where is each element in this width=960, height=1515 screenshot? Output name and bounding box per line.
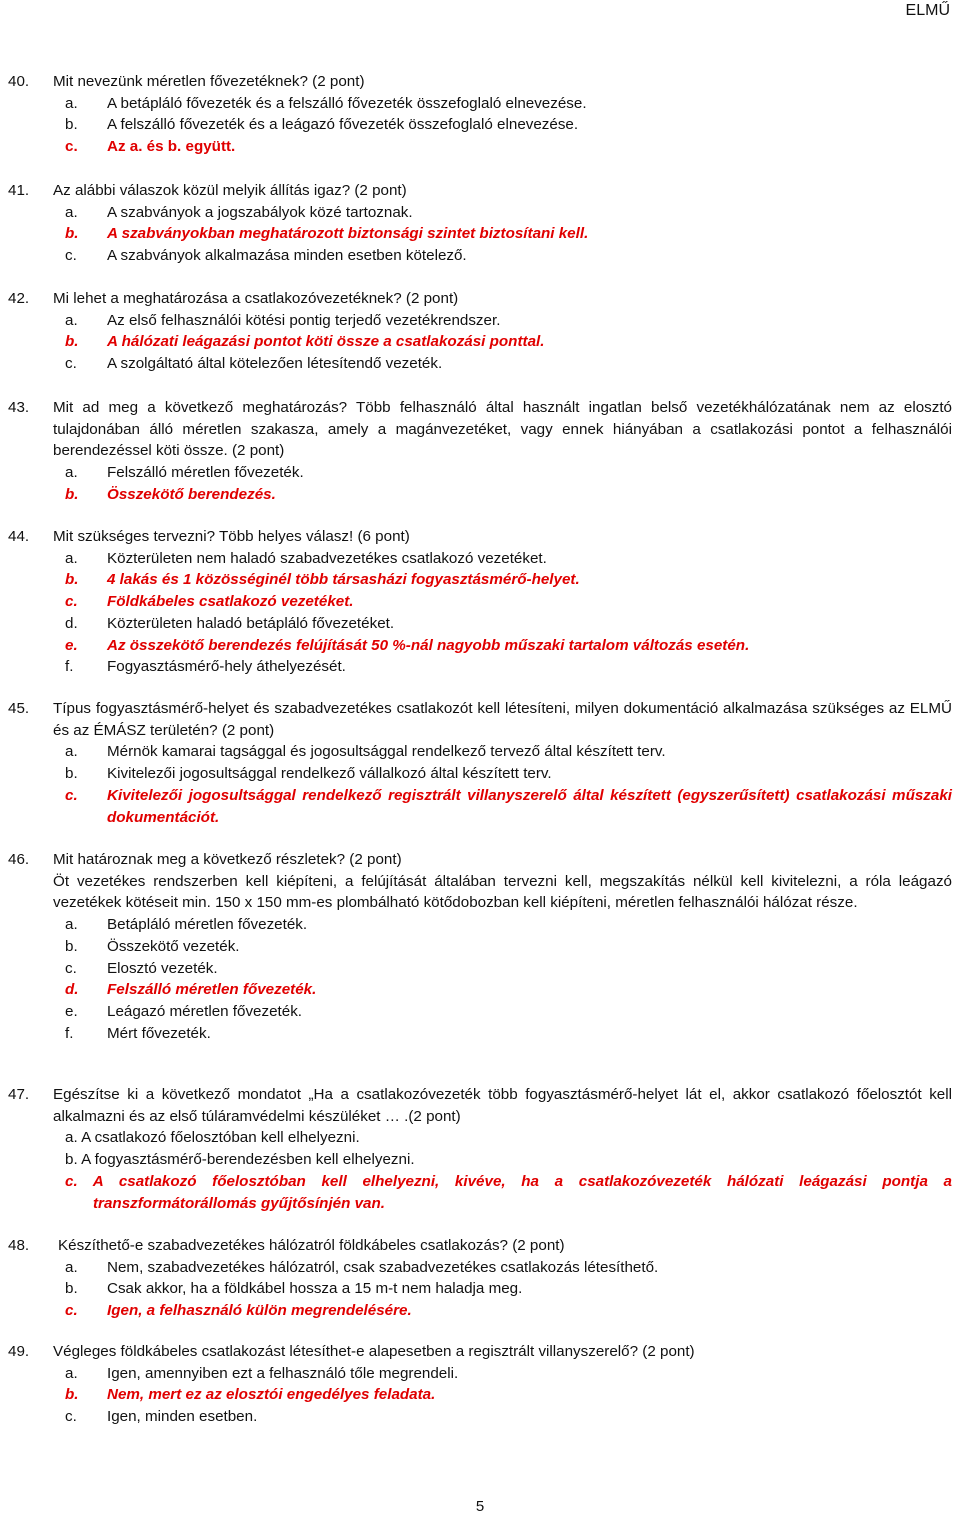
question-46 [8, 849, 952, 1044]
question-number: 41. [8, 182, 30, 199]
question-number: 43. [8, 399, 30, 416]
option: a. Betápláló méretlen fővezeték. [65, 916, 308, 934]
option: f. Mért fővezeték. [65, 1024, 211, 1042]
question-number: 40. [8, 73, 30, 90]
question-text: 47. Egészítse ki a következő mondatot „Ha a csatlakozóvezeték több fogyasztásmérő-helyet lát el, akkor csatlakozó főelosztót kell alkalmazni és az első túláramvédelmi készüléket … .(2 pont) [8, 1086, 952, 1125]
question-text: 44. Mit szükséges tervezni? Több helyes válasz! (6 pont) [8, 526, 952, 548]
option: a. Az első felhasználói kötési pontig terjedő vezetékrendszer. [65, 311, 501, 329]
question-41 [8, 180, 952, 267]
question-number: 45. [8, 700, 30, 717]
option: b. A fogyasztásmérő-berendezésben kell elhelyezni. [65, 1151, 415, 1169]
option-correct: b. 4 lakás és 1 közösséginél több társasházi fogyasztásmérő-helyet. [65, 571, 580, 589]
question-45 [8, 698, 952, 828]
question-number: 47. [8, 1086, 30, 1103]
option-correct: e. Az összekötő berendezés felújítását 50 %-nál nagyobb műszaki tartalom változás esetén. [65, 636, 750, 654]
option: a. Igen, amennyiben ezt a felhasználó tőle megrendeli. [65, 1364, 459, 1382]
question-text: 43. Mit ad meg a következő meghatározás? Több felhasználó által használt ingatlan belső vezetékhálózatának nem az elosztó tulajdonában álló méretlen szakasza, amely a magánvezetéket, vagy ennek hiányában a csatlakozási pontot a felhasználói berendezéssel köti össze. (2 pont) [8, 399, 952, 460]
option: a. Mérnök kamarai tagsággal és jogosultsággal rendelkező tervező által készített terv. [65, 743, 666, 761]
question-text: 49. Végleges földkábeles csatlakozást létesíthet-e alapesetben a regisztrált villanyszerelő? (2 pont) [8, 1341, 952, 1363]
option: b. Összekötő vezeték. [65, 937, 240, 955]
option: a. A szabványok a jogszabályok közé tartoznak. [65, 203, 413, 221]
question-text: 48. Készíthető-e szabadvezetékes hálózatról földkábeles csatlakozás? (2 pont) [8, 1235, 952, 1257]
option: a. Nem, szabadvezetékes hálózatról, csak szabadvezetékes csatlakozás létesíthető. [65, 1258, 659, 1276]
question-text: 42. Mi lehet a meghatározása a csatlakozóvezetéknek? (2 pont) [8, 288, 952, 310]
option: b. Kivitelezői jogosultsággal rendelkező vállalkozó által készített terv. [65, 765, 552, 783]
option-correct: b. A hálózati leágazási pontot köti össze a csatlakozási ponttal. [65, 333, 545, 351]
option-correct: b. Összekötő berendezés. [65, 485, 276, 503]
option: f. Fogyasztásmérő-hely áthelyezését. [65, 658, 346, 676]
option-correct: c. Kivitelezői jogosultsággal rendelkező regisztrált villanyszerelő által készített (egyszerűsített) csatlakozási műszaki dokumentációt. [65, 786, 952, 826]
option: d. Közterületen haladó betápláló fővezetéket. [65, 614, 395, 632]
question-text: 45. Típus fogyasztásmérő-helyet és szabadvezetékes csatlakozót kell létesíteni, milyen dokumentáció alkalmazása szükséges az ELMŰ és az ÉMÁSZ területén? (2 pont) [8, 700, 952, 739]
option-correct: b. A szabványokban meghatározott biztonsági szintet biztosítani kell. [65, 225, 589, 243]
question-number: 49. [8, 1343, 30, 1360]
option: c. Igen, minden esetben. [65, 1408, 258, 1426]
question-number: 42. [8, 290, 30, 307]
option: c. Elosztó vezeték. [65, 959, 218, 977]
question-42 [8, 288, 952, 375]
question-44 [8, 526, 952, 678]
option: c. A szabványok alkalmazása minden esetben kötelező. [65, 247, 467, 265]
question-number: 48. [8, 1237, 30, 1254]
option-correct: c. Igen, a felhasználó külön megrendelésére. [65, 1302, 412, 1320]
option: b. A felszálló fővezeték és a leágazó fővezeték összefoglaló elnevezése. [65, 116, 579, 134]
option: b. Csak akkor, ha a földkábel hossza a 15 m-t nem haladja meg. [65, 1280, 523, 1298]
question-description: Öt vezetékes rendszerben kell kiépíteni, a felújítását általában tervezni kell, megszakítás nélkül kell kivitelezni, a róla leágazó vezetékek kötéseit min. 150 x 150 mm-es plombálható kötődobozban kell kiépíteni, méretlen felhasználói hálózat része. [53, 872, 952, 912]
question-text: 41. Az alábbi válaszok közül melyik állítás igaz? (2 pont) [8, 180, 952, 202]
question-number: 44. [8, 528, 30, 545]
question-47 [8, 1084, 952, 1214]
option-correct: c. Az a. és b. együtt. [65, 138, 236, 156]
page-number: 5 [475, 1498, 485, 1515]
option-correct: c. A csatlakozó főelosztóban kell elhelyezni, kivéve, ha a csatlakozóvezeték hálózati leágazási pontja a transzformátorállomás gyűjtősínjén van. [65, 1172, 953, 1212]
question-49 [8, 1341, 952, 1428]
question-48 [8, 1235, 952, 1322]
option: a. Közterületen nem haladó szabadvezetékes csatlakozó vezetéket. [65, 549, 547, 567]
question-text: 46. Mit határoznak meg a következő részletek? (2 pont) [8, 849, 952, 871]
question-number: 46. [8, 851, 30, 868]
option-correct: b. Nem, mert ez az elosztói engedélyes feladata. [65, 1386, 436, 1404]
question-43 [8, 397, 952, 506]
document-header: ELMŰ [905, 2, 950, 19]
option: e. Leágazó méretlen fővezeték. [65, 1002, 303, 1020]
option: c. A szolgáltató által kötelezően létesítendő vezeték. [65, 355, 443, 373]
question-text: 40. Mit nevezünk méretlen fővezetéknek? (2 pont) [8, 71, 952, 93]
option: a. A betápláló fővezeték és a felszálló fővezeték összefoglaló elnevezése. [65, 94, 587, 112]
question-40 [8, 71, 952, 158]
option: a. A csatlakozó főelosztóban kell elhelyezni. [65, 1129, 360, 1147]
option-correct: d. Felszálló méretlen fővezeték. [65, 981, 317, 999]
option: a. Felszálló méretlen fővezeték. [65, 464, 304, 482]
option-correct: c. Földkábeles csatlakozó vezetéket. [65, 593, 354, 611]
